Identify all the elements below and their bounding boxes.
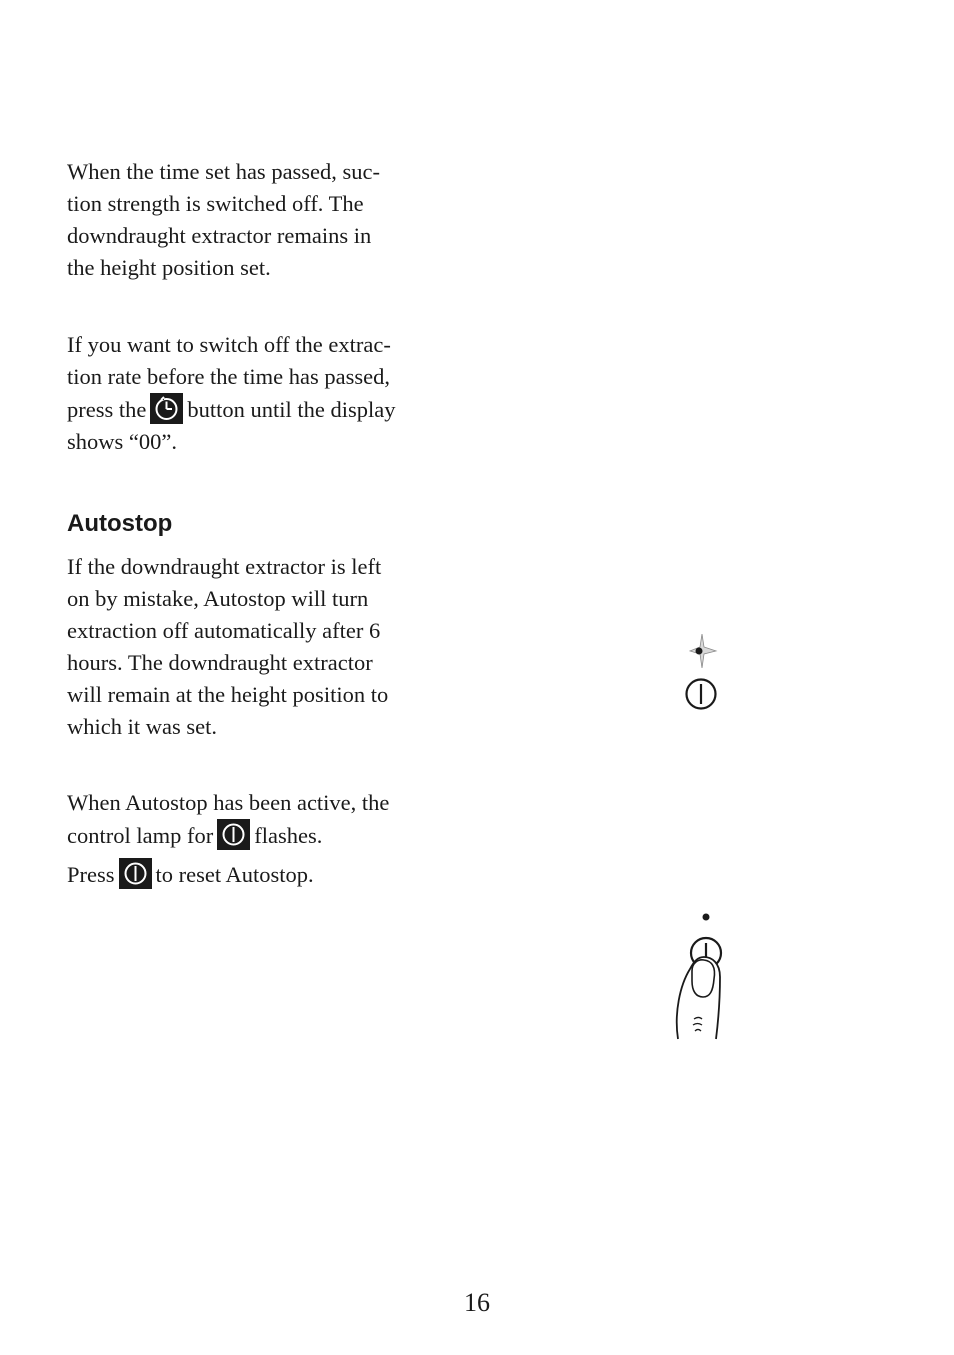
finger-press-icon: [677, 957, 720, 1039]
paragraph-switch-off-early: [67, 329, 447, 458]
text-line: which it was set.: [67, 714, 217, 739]
text-line: Press to reset Autostop.: [67, 858, 447, 891]
text-line: on by mistake, Autostop will turn: [67, 586, 369, 611]
power-icon: [119, 858, 152, 889]
figure-autostop-lamp: [672, 628, 732, 723]
text-line: press the button until the display: [67, 393, 447, 426]
text-line: shows “00”.: [67, 429, 177, 454]
text-line: When the time set has passed, suc-: [67, 159, 381, 184]
text-line: If you want to switch off the extrac-: [67, 332, 391, 357]
text-line: control lamp for flashes.: [67, 819, 447, 852]
text-line: When Autostop has been active, the: [67, 790, 390, 815]
text-line: the height position set.: [67, 255, 271, 280]
figure-autostop-lamp-graphic: [672, 628, 732, 718]
paragraph-autostop-description: [67, 551, 447, 743]
text-line: tion strength is switched off. The: [67, 191, 364, 216]
text-line: will remain at the height position to: [67, 682, 389, 707]
text-line: tion rate before the time has passed,: [67, 364, 391, 389]
lamp-dot-icon: [703, 914, 710, 921]
figure-press-power: [668, 905, 738, 1050]
timer-icon: [150, 393, 183, 424]
paragraph-timer-end: [67, 156, 447, 284]
text-line: downdraught extractor remains in: [67, 223, 372, 248]
figure-press-power-graphic: [668, 905, 738, 1045]
flashing-lamp-icon: [690, 634, 716, 668]
page-number: 16: [464, 1288, 490, 1317]
text-line: If the downdraught extractor is left: [67, 554, 382, 579]
section-heading-autostop: Autostop: [67, 510, 173, 537]
text-line: extraction off automatically after 6: [67, 618, 381, 643]
text-line: hours. The downdraught extractor: [67, 650, 373, 675]
power-icon: [217, 819, 250, 850]
power-button-icon: [687, 680, 716, 709]
paragraph-autostop-reset: [67, 787, 447, 891]
